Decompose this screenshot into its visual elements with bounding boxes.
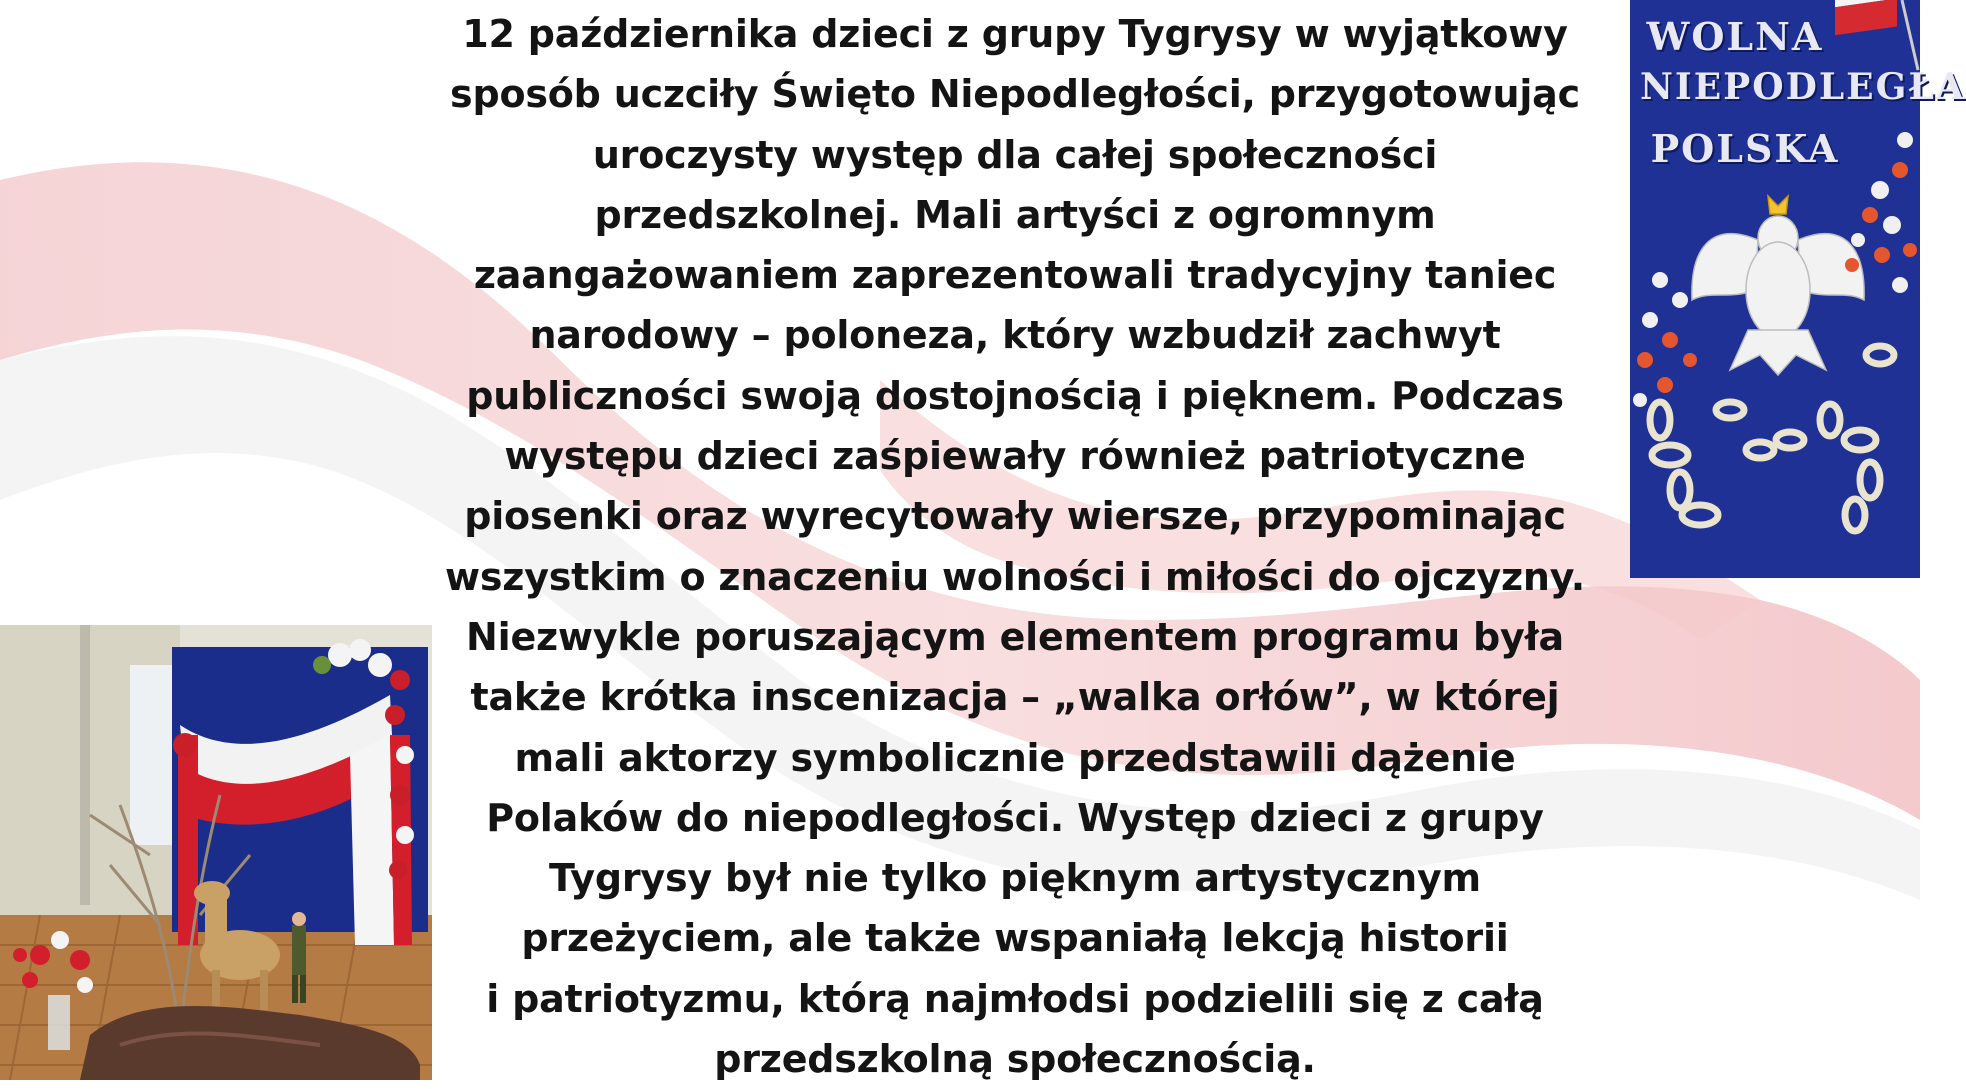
article-line: przedszkolnej. Mali artyści z ogromnym <box>594 192 1436 237</box>
article-line: publiczności swoją dostojnością i pięknem. Podczas <box>466 373 1564 418</box>
article-line: przedszkolną społecznością. <box>714 1037 1316 1082</box>
article-line: 12 października dzieci z grupy Tygrysy w wyjątkowy <box>462 12 1568 56</box>
article-line: i patriotyzmu, którą najmłodsi podzielili się z całą <box>486 976 1544 1021</box>
article-text <box>420 4 1610 1089</box>
article-line: uroczysty występ dla całej społeczności <box>592 132 1438 177</box>
article-line: Polaków do niepodległości. Występ dzieci z grupy <box>486 795 1544 840</box>
article-line: przeżyciem, ale także wspaniałą lekcją historii <box>521 916 1509 961</box>
article-line: wszystkim o znaczeniu wolności i miłości do ojczyzny. <box>444 554 1586 599</box>
article-line: piosenki oraz wyrecytowały wiersze, przypominając <box>464 494 1566 539</box>
article-line: Niezwykle poruszającym elementem programu była <box>466 614 1564 659</box>
decoration-photo <box>0 625 432 1080</box>
article-line: także krótka inscenizacja – „walka orłów”, w której <box>470 675 1560 720</box>
poster-title-line2: NIEPODLEGŁA <box>1640 66 1966 108</box>
poster-title-line3: POLSKA <box>1650 126 1840 171</box>
stage-decoration-artwork <box>0 625 432 1080</box>
article-line: Tygrysy był nie tylko pięknym artystycznym <box>549 856 1481 901</box>
article-line: mali aktorzy symbolicznie przedstawili dążenie <box>514 735 1516 780</box>
poster-photo <box>1630 0 1966 578</box>
poster-title-line1: WOLNA <box>1646 14 1824 59</box>
article-line: narodowy – poloneza, który wzbudził zachwyt <box>529 313 1501 358</box>
article-line: zaangażowaniem zaprezentowali tradycyjny taniec <box>473 253 1557 298</box>
article-line: sposób uczciły Święto Niepodległości, przygotowując <box>450 72 1580 117</box>
article-line: występu dzieci zaśpiewały również patriotyczne <box>504 434 1526 479</box>
